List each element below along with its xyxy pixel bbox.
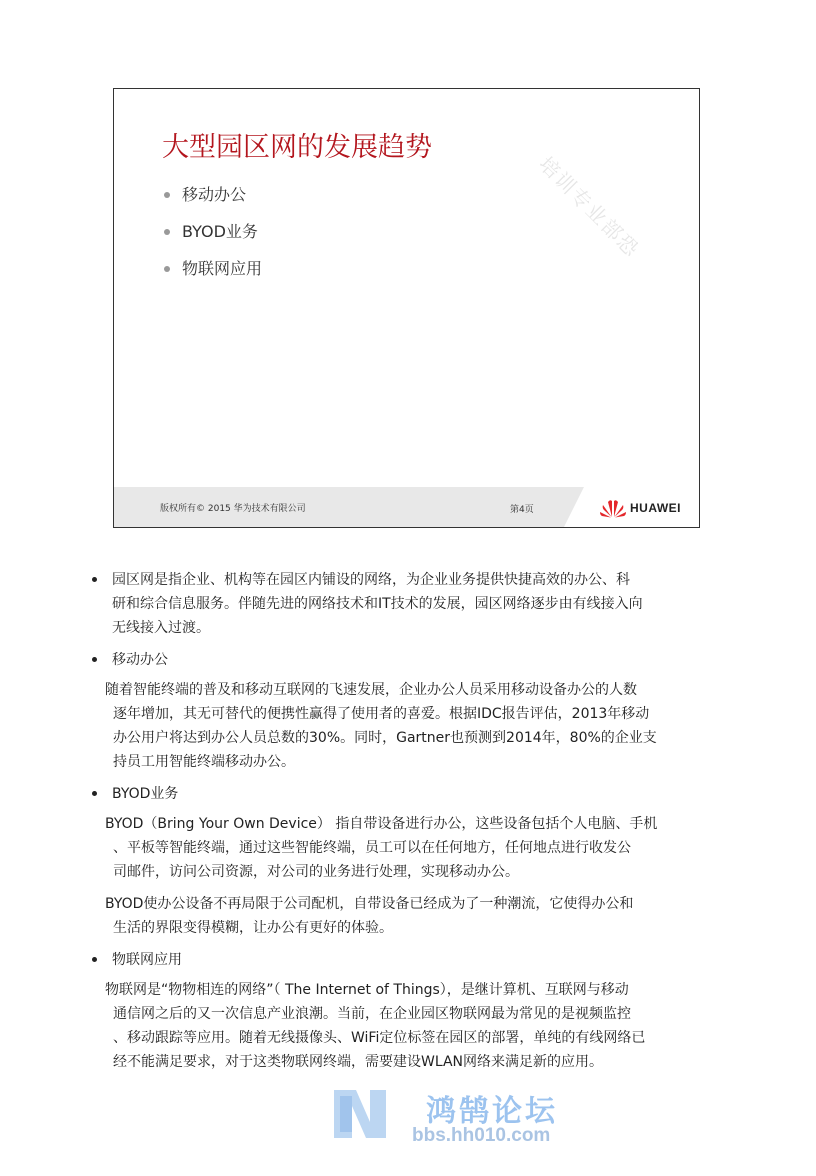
text-line: 逐年增加，其无可替代的便携性赢得了使用者的喜爱。根据IDC报告评估，2013年移动 <box>113 706 650 722</box>
mobile-office-paragraph <box>105 678 732 774</box>
intro-paragraph <box>92 568 732 640</box>
text-line: 、移动跟踪等应用。随着无线摄像头、WiFi定位标签在园区的部署，单纯的有线网络已 <box>113 1030 646 1046</box>
slide-bullet-list <box>164 185 262 296</box>
forum-logo-icon <box>330 1082 390 1142</box>
section-heading-byod: BYOD业务 <box>92 782 732 806</box>
forum-watermark <box>330 1082 590 1152</box>
text-line: 生活的界限变得模糊，让办公有更好的体验。 <box>113 920 393 936</box>
copyright-text: 版权所有© 2015 华为技术有限公司 <box>160 504 306 514</box>
byod-paragraph-2 <box>105 892 732 940</box>
text-line: 无线接入过渡。 <box>112 620 210 636</box>
notes-body <box>92 568 732 1082</box>
slide-watermark: 培训专业部恐 <box>534 151 645 263</box>
text-line: 随着智能终端的普及和移动互联网的飞速发展，企业办公人员采用移动设备办公的人数 <box>105 682 637 698</box>
forum-url: bbs.hh010.com <box>412 1125 551 1146</box>
text-line: 司邮件，访问公司资源，对公司的业务进行处理，实现移动办公。 <box>113 864 519 880</box>
text-line: 持员工用智能终端移动办公。 <box>113 754 295 770</box>
text-line: 、平板等智能终端，通过这些智能终端，员工可以在任何地方，任何地点进行收发公 <box>113 840 631 856</box>
slide-bullet: 移动办公 <box>164 185 262 222</box>
section-heading-mobile-office: 移动办公 <box>92 648 732 672</box>
slide-page-number: 第4页 <box>510 505 534 515</box>
forum-name: 鸿鹄论坛 <box>426 1094 558 1129</box>
text-line: 办公用户将达到办公人员总数的30%。同时，Gartner也预测到2014年，80%的企业支 <box>113 730 657 746</box>
text-line: 物联网是“物物相连的网络”（ The Internet of Things），是继计算机、互联网与移动 <box>105 982 629 998</box>
text-line: 园区网是指企业、机构等在园区内铺设的网络，为企业业务提供快捷高效的办公、科 <box>112 572 630 588</box>
slide-image <box>113 88 700 528</box>
huawei-logo <box>599 498 681 518</box>
iot-paragraph <box>105 978 732 1074</box>
huawei-brand-text: HUAWEI <box>630 501 681 515</box>
byod-paragraph-1 <box>105 812 732 884</box>
section-heading-iot: 物联网应用 <box>92 948 732 972</box>
text-line: 通信网之后的又一次信息产业浪潮。当前，在企业园区物联网最为常见的是视频监控 <box>113 1006 631 1022</box>
huawei-flower-icon <box>599 498 627 518</box>
text-line: 研和综合信息服务。伴随先进的网络技术和IT技术的发展，园区网络逐步由有线接入向 <box>112 596 643 612</box>
text-line: BYOD使办公设备不再局限于公司配机，自带设备已经成为了一种潮流，它使得办公和 <box>105 896 634 912</box>
slide-footer <box>114 487 699 527</box>
slide-bullet: 物联网应用 <box>164 259 262 296</box>
slide-bullet: BYOD业务 <box>164 222 262 259</box>
text-line: BYOD（Bring Your Own Device） 指自带设备进行办公，这些设备包括个人电脑、手机 <box>105 816 658 832</box>
text-line: 经不能满足要求，对于这类物联网终端，需要建设WLAN网络来满足新的应用。 <box>113 1054 604 1070</box>
slide-title: 大型园区网的发展趋势 <box>162 132 432 163</box>
